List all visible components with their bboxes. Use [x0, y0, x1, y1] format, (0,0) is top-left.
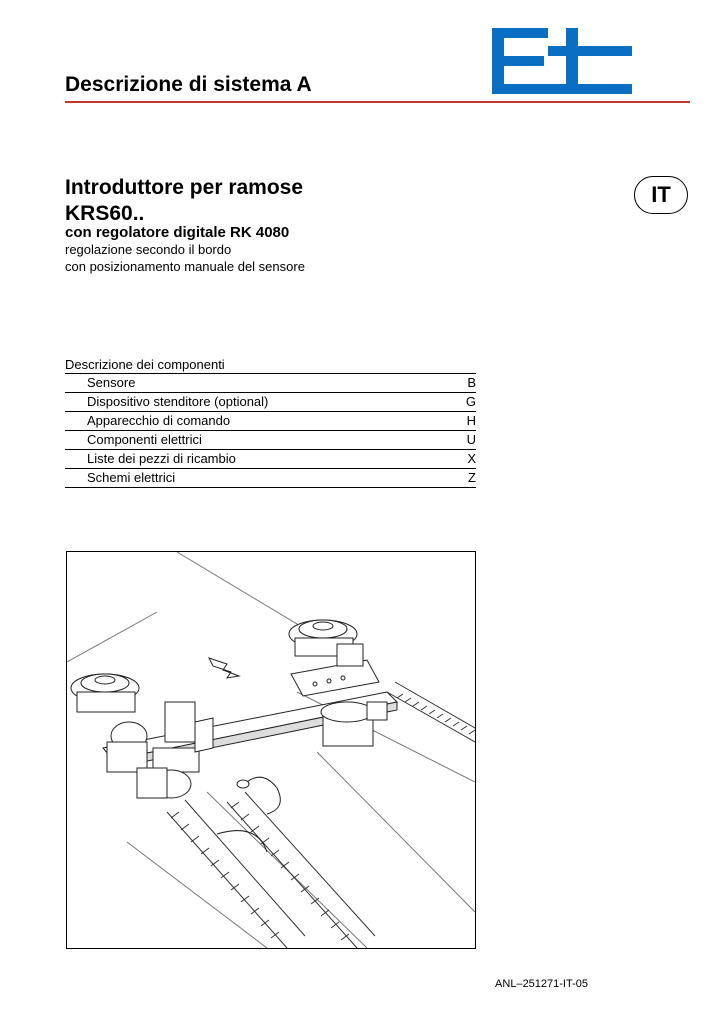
toc-label: Schemi elettrici	[87, 470, 176, 485]
product-description-line2: con posizionamento manuale del sensore	[65, 259, 305, 274]
toc-letter: H	[466, 413, 476, 428]
toc-letter: B	[467, 375, 476, 390]
product-description-line1: regolazione secondo il bordo	[65, 242, 232, 257]
components-table	[65, 356, 476, 488]
toc-label: Liste dei pezzi di ricambio	[87, 451, 236, 466]
header-divider	[65, 101, 690, 103]
toc-row	[65, 469, 476, 488]
product-subtitle: con regolatore digitale RK 4080	[65, 224, 290, 241]
product-title	[65, 175, 303, 227]
toc-label: Sensore	[87, 375, 136, 390]
toc-row	[65, 450, 476, 469]
machine-illustration	[66, 551, 476, 949]
toc-row	[65, 374, 476, 393]
toc-label: Dispositivo stenditore (optional)	[87, 394, 269, 409]
toc-row	[65, 412, 476, 431]
document-title: Descrizione di sistema A	[65, 73, 312, 96]
document-code: ANL–251271-IT-05	[495, 978, 588, 990]
toc-letter: Z	[468, 470, 476, 485]
toc-letter: G	[465, 394, 476, 409]
toc-heading: Descrizione dei componenti	[65, 356, 476, 374]
language-badge: IT	[634, 176, 688, 214]
toc-label: Componenti elettrici	[87, 432, 202, 447]
company-logo	[492, 28, 632, 94]
product-title-line1: Introduttore per ramose	[65, 176, 304, 199]
toc-letter: U	[466, 432, 476, 447]
toc-label: Apparecchio di comando	[87, 413, 231, 428]
product-title-line2: KRS60..	[65, 202, 145, 225]
toc-row	[65, 393, 476, 412]
toc-row	[65, 431, 476, 450]
toc-letter: X	[467, 451, 476, 466]
